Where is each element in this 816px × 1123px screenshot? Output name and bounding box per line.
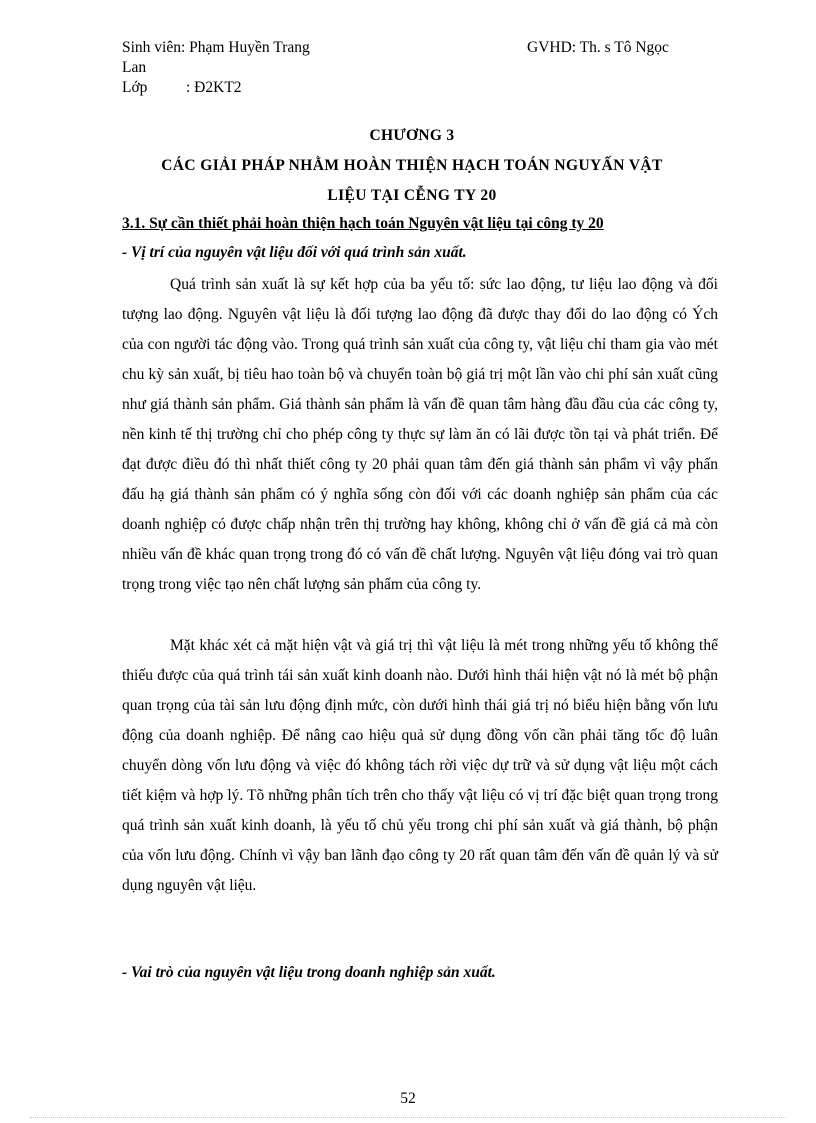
section-heading: 3.1. Sự cần thiết phải hoàn thiện hạch toán Nguyên vật liệu tại công ty 20 [122,215,604,232]
student-name: Sinh viên: Phạm Huyền Trang [122,39,310,56]
subheading-role-of-materials: - Vai trò của nguyên vật liệu trong doanh nghiệp sản xuất. [122,964,496,981]
footer-divider [30,1117,786,1118]
header-third-row [122,78,702,98]
chapter-title-line-1: CÁC GIẢI PHÁP NHẰM HOÀN THIỆN HẠCH TOÁN NGUYẤN VẬT [161,157,663,174]
subheading-position-of-materials: - Vị trí của nguyên vật liệu đối với quá trình sản xuất. [122,244,467,261]
advisor-name: GVHD: Th. s Tô Ngọc [527,39,669,56]
class-label: Lớp [122,79,148,96]
page-number: 52 [400,1090,416,1107]
paragraph-2: Mặt khác xét cả mặt hiện vật và giá trị thì vật liệu là mét trong những yếu tố không thể thiếu được của quá trình tái sản xuất kinh doanh nào. Dưới hình thái hiện vật nó là mét bộ phận quan trọng của tài sản lưu động định mức, còn dưới hình thái giá trị nó biểu hiện bằng vốn lưu động của doanh nghiệp. Để nâng cao hiệu quả sử dụng đồng vốn cần phải tăng tốc độ luân chuyển dòng vốn lưu động và việc đó không tách rời việc dự trữ và sử dụng vật liệu một cách tiết kiệm và hợp lý. Tõ những phân tích trên cho thấy vật liệu có vị trí đặc biệt quan trọng trong quá trình sản xuất kinh doanh, là yếu tố chủ yếu trong chi phí sản xuất và giá thành, bộ phận của vốn lưu động. Chính vì vậy ban lãnh đạo công ty 20 rất quan tâm đến vấn đề quản lý và sử dụng nguyên vật liệu. [122,637,718,894]
class-value: : Đ2KT2 [186,79,242,96]
header-second-row [122,58,702,78]
chapter-title-line-2: LIỆU TẠI CỄNG TY 20 [327,187,497,204]
paragraph-1: Quá trình sản xuất là sự kết hợp của ba yếu tố: sức lao động, tư liệu lao động và đối tượng lao động. Nguyên vật liệu là đối tượng lao động đã được thay đổi do lao động có Ých của con người tác động vào. Trong quá trình sản xuất của công ty, vật liệu chỉ tham gia vào mét chu kỳ sản xuất, bị tiêu hao toàn bộ và chuyển toàn bộ giá trị một lần vào chi phí sản xuất cũng như giá thành sản phẩm. Giá thành sản phẩm là vấn đề quan tâm hàng đầu đầu của các công ty, nền kinh tế thị trường chỉ cho phép công ty thực sự làm ăn có lãi được tồn tại và phát triển. Để đạt được điều đó thì nhất thiết công ty 20 phải quan tâm đến giá thành sản phẩm vì vậy phấn đấu hạ giá thành sản phẩm có ý nghĩa sống còn đối với các doanh nghiệp sản phẩm của các doanh nghiệp có được chấp nhận trên thị trường hay không, không chỉ ở vấn đề giá cả mà còn nhiều vấn đề khác quan trọng trong đó có vấn đề chất lượng. Nguyên vật liệu đóng vai trò quan trọng trong việc tạo nên chất lượng sản phẩm của công ty. [122,276,718,593]
header-first-row [122,38,702,58]
advisor-name-continued: Lan [122,59,147,76]
chapter-number: CHƯƠNG 3 [369,127,455,144]
